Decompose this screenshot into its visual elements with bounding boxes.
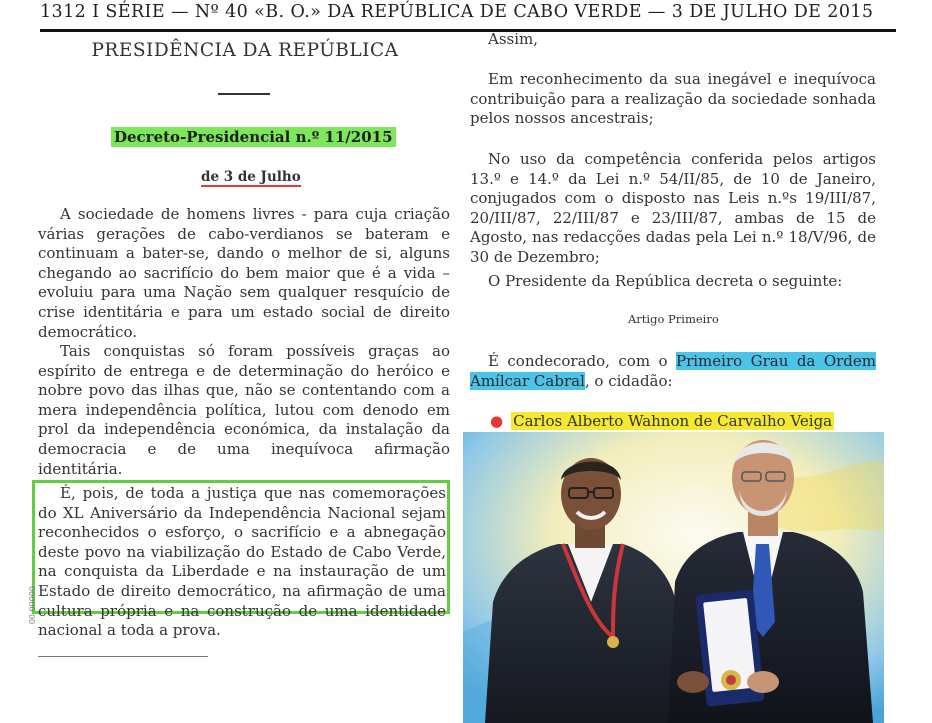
- margin-code: 00 00000: [28, 586, 37, 625]
- ceremony-photo: [463, 432, 884, 723]
- right-paragraph-4: [470, 352, 876, 391]
- paragraph-1: A sociedade de homens livres - para cuja criação várias gerações de cabo-verdianos se bateram e continuam a bater-se, dando o melhor de si, alguns chegando ao sacrifício do bem maior que é a vida – evoluiu para uma Nação sem qualquer resquício de crise identitária e para um estado social de direito democrático.: [38, 205, 450, 341]
- header-rule: [40, 29, 896, 32]
- ceremony-photo-illustration: [463, 432, 884, 723]
- section-title: PRESIDÊNCIA DA REPÚBLICA: [91, 40, 399, 61]
- assim-text: Assim,: [488, 30, 539, 48]
- footer-rule: [38, 656, 208, 657]
- order-name: Primeiro Grau da Ordem Amílcar Cabral: [470, 352, 876, 390]
- page-header: 1312 I SÉRIE — Nº 40 «B. O.» DA REPÚBLICA DE CABO VERDE — 3 DE JULHO DE 2015: [40, 2, 874, 22]
- award-text-pre: É condecorado, com o: [488, 352, 676, 370]
- decree-date: de 3 de Julho: [201, 169, 301, 185]
- honoree-name: Carlos Alberto Wahnon de Carvalho Veiga: [513, 412, 833, 430]
- paragraph-2: Tais conquistas só foram possíveis graças ao espírito de entrega e de determinação do heróico e nobre povo das ilhas que, não se contentando com a mera independência política, lutou com denodo em prol da independência económica, da instalação da democracia e de uma inequívoca afirmação identitária.: [38, 342, 450, 478]
- right-paragraph-1: Em reconhecimento da sua inegável e inequívoca contribuição para a realização da sociedade sonhada pelos nossos ancestrais;: [470, 70, 876, 128]
- honoree-line: [490, 412, 834, 430]
- paragraph-3: É, pois, de toda a justiça que nas comemorações do XL Aniversário da Independência Nacional sejam reconhecidos o esforço, o sacrifício e a abnegação deste povo na viabilização do Estado de Cabo Verde, na conquista da Liberdade e na instauração de um Estado de direito democrático, na afirmação de uma cultura própria e na construção de uma identidade nacional a toda a prova.: [38, 484, 446, 640]
- title-divider: [218, 93, 270, 95]
- right-paragraph-2: No uso da competência conferida pelos artigos 13.º e 14.º da Lei n.º 54/II/85, de 10 de Janeiro, conjugados com o disposto nas Leis n.ºs 19/III/87, 20/III/87, 22/III/87 e 23/III/87, ambas de 15 de Agosto, nas redacções dadas pela Lei n.º 18/V/96, de 30 de Dezembro;: [470, 150, 876, 266]
- award-text-post: , o cidadão:: [584, 371, 673, 390]
- article-heading: Artigo Primeiro: [628, 312, 719, 326]
- decree-number: Decreto-Presidencial n.º 11/2015: [111, 127, 396, 147]
- right-paragraph-3: O Presidente da República decreta o seguinte:: [488, 272, 843, 290]
- bullet-dot-icon: ●: [490, 412, 504, 430]
